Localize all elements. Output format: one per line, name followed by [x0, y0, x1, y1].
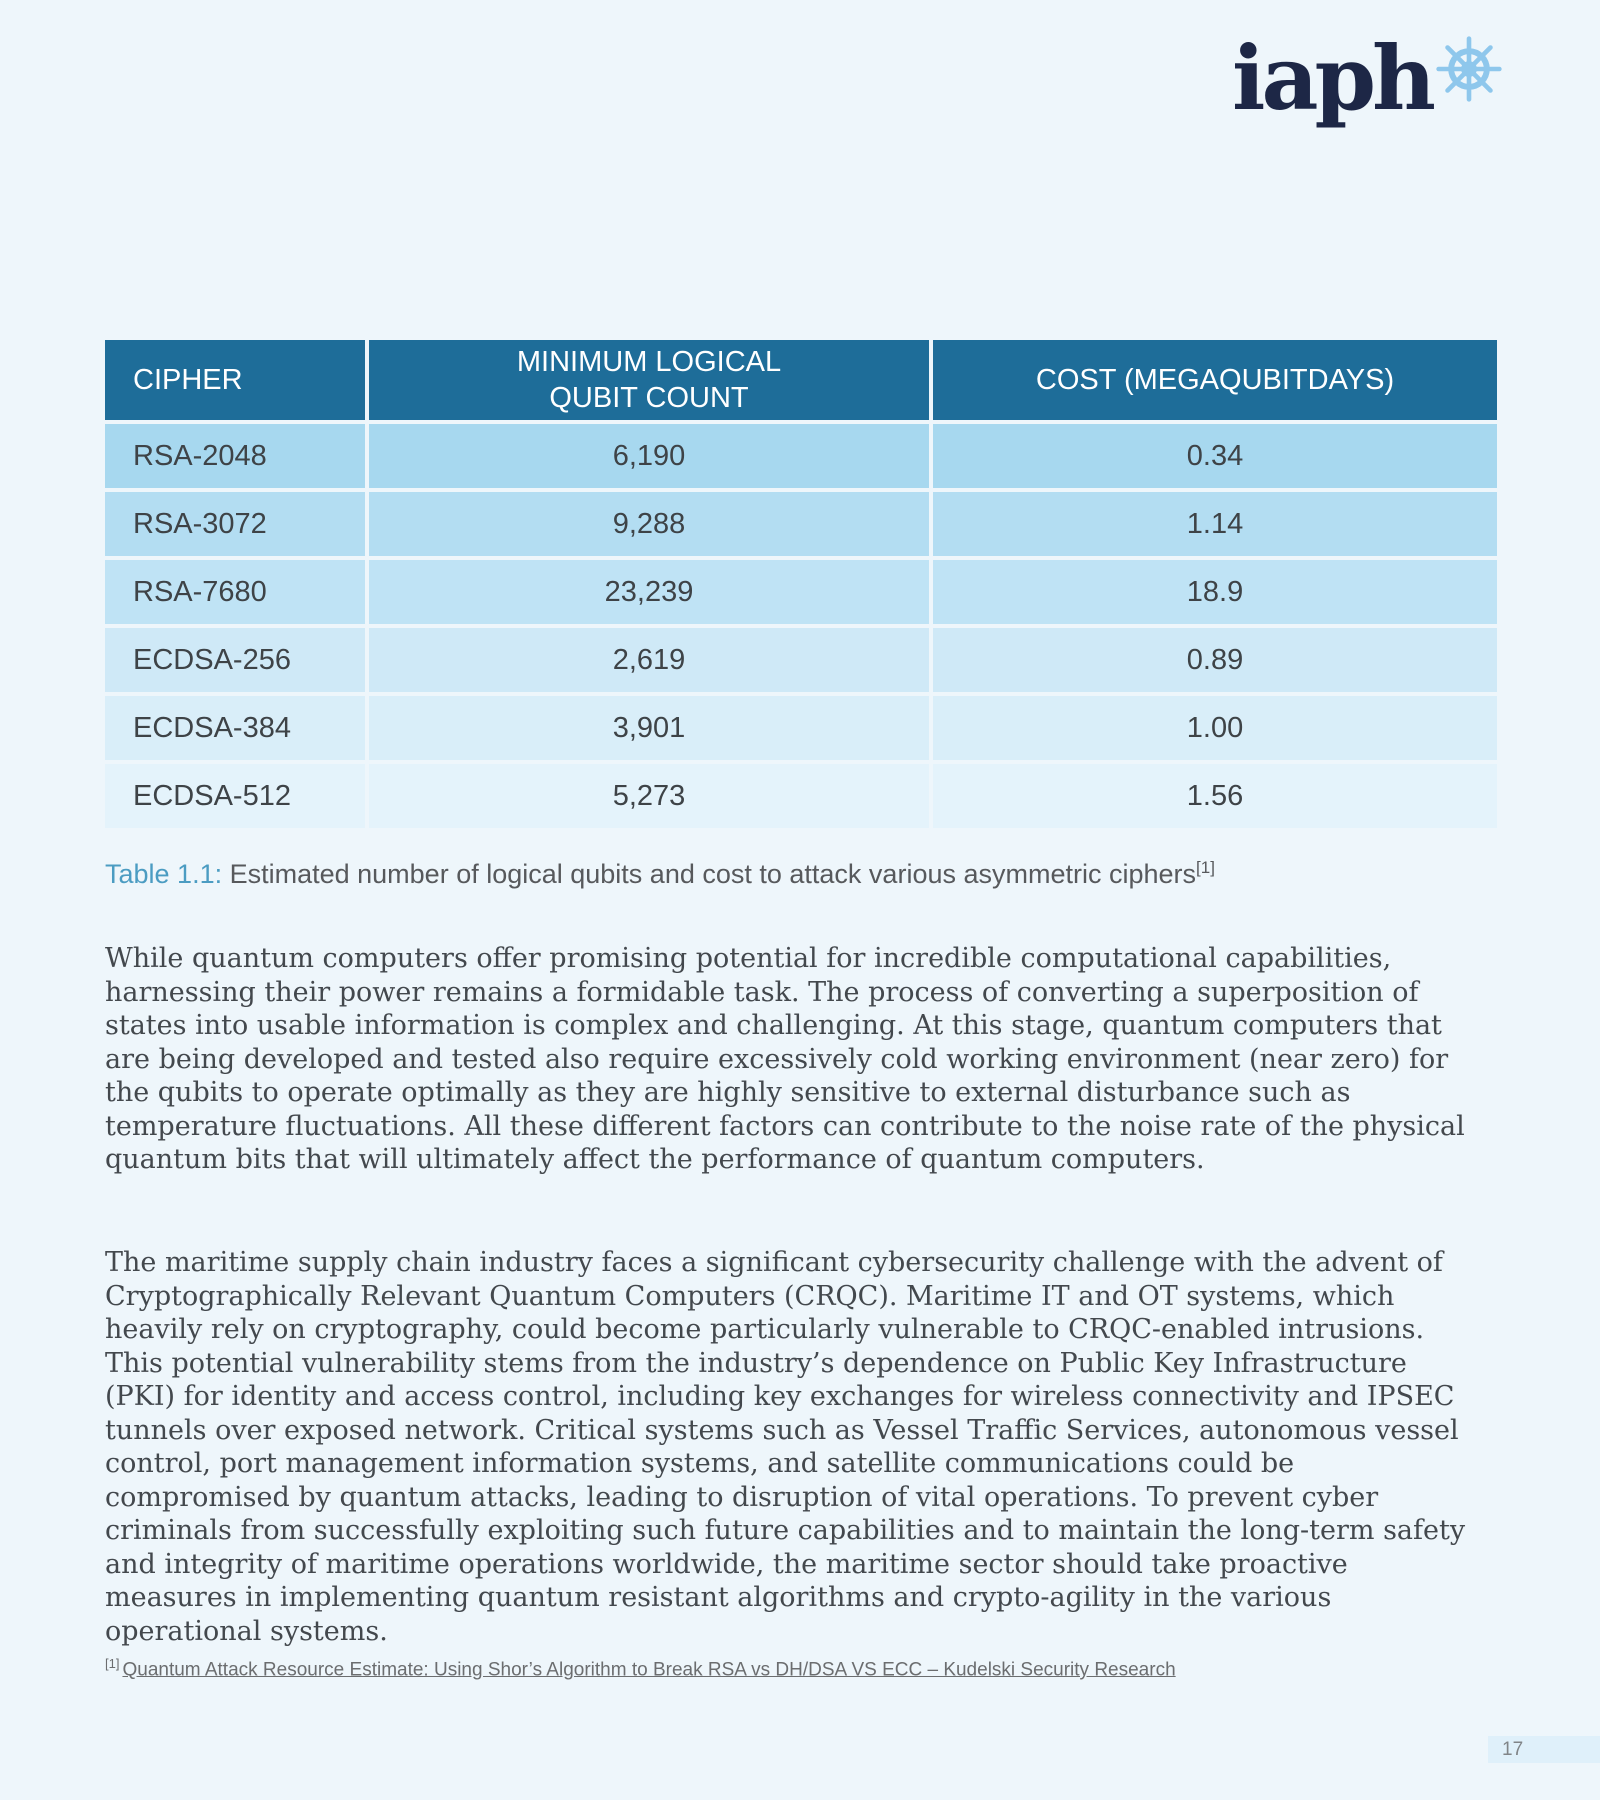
table-header-row: [105, 340, 1497, 420]
table-caption-text: Estimated number of logical qubits and cost to attack various asymmetric ciphers: [222, 859, 1197, 889]
body-paragraph-2: The maritime supply chain industry faces a significant cybersecurity challenge with the advent of Cryptographically Relevant Quantum Computers (CRQC). Maritime IT and OT systems, which heavily rely on cryptography, could become particularly vulnerable to CRQC-enabled intrusions. This potential vulnerability stems from the industry’s dependence on Public Key Infrastructure (PKI) for identity and access control, including key exchanges for wireless connectivity and IPSEC tunnels over exposed network. Critical systems such as Vessel Traffic Services, autonomous vessel control, port management information systems, and satellite communications could be compromised by quantum attacks, leading to disruption of vital operations. To prevent cyber criminals from successfully exploiting such future capabilities and to maintain the long-term safety and integrity of maritime operations worldwide, the maritime sector should take proactive measures in implementing quantum resistant algorithms and crypto-agility in the various operational systems.: [105, 1247, 1466, 1647]
cipher-cell: RSA-2048: [105, 424, 365, 488]
cipher-cell: RSA-3072: [105, 492, 365, 556]
footnote-link[interactable]: Quantum Attack Resource Estimate: Using Shor’s Algorithm to Break RSA vs DH/DSA VS ECC – Kudelski Security Research: [122, 1659, 1176, 1681]
column-header-cost: COST (MEGAQUBITDAYS): [933, 340, 1497, 420]
table-row: [105, 628, 1497, 692]
cipher-cost-table: [101, 336, 1501, 832]
cost-cell: 1.14: [933, 492, 1497, 556]
table-row: [105, 696, 1497, 760]
qubit-cell: 5,273: [369, 764, 929, 828]
table-row: [105, 424, 1497, 488]
column-header-qubit-count: MINIMUM LOGICAL QUBIT COUNT: [369, 340, 929, 420]
qubit-cell: 6,190: [369, 424, 929, 488]
column-header-cipher: CIPHER: [105, 340, 365, 420]
cost-cell: 0.89: [933, 628, 1497, 692]
cipher-cell: ECDSA-384: [105, 696, 365, 760]
footnote-reference: [1]: [1196, 858, 1215, 877]
ship-wheel-icon: [1436, 36, 1502, 107]
table-row: [105, 560, 1497, 624]
table-row: [105, 492, 1497, 556]
qubit-cell: 23,239: [369, 560, 929, 624]
qubit-cell: 3,901: [369, 696, 929, 760]
footnote: [105, 1656, 1505, 1681]
cost-cell: 1.00: [933, 696, 1497, 760]
table-row: [105, 764, 1497, 828]
qubit-cell: 9,288: [369, 492, 929, 556]
cipher-cell: RSA-7680: [105, 560, 365, 624]
footnote-ref-marker: [1]: [105, 1656, 120, 1671]
cipher-cell: ECDSA-512: [105, 764, 365, 828]
body-paragraph-1: While quantum computers offer promising potential for incredible computational capabilities, harnessing their power remains a formidable task. The process of converting a superposition of states into usable information is complex and challenging. At this stage, quantum computers that are being developed and tested also require excessively cold working environment (near zero) for the qubits to operate optimally as they are highly sensitive to external disturbance such as temperature fluctuations. All these different factors can contribute to the noise rate of the physical quantum bits that will ultimately affect the performance of quantum computers.: [105, 943, 1465, 1175]
logo-wordmark: iaph: [1232, 26, 1432, 130]
cost-cell: 1.56: [933, 764, 1497, 828]
cipher-cell: ECDSA-256: [105, 628, 365, 692]
page-number: 17: [1488, 1736, 1600, 1763]
qubit-cell: 2,619: [369, 628, 929, 692]
table-caption: [105, 858, 1505, 890]
cost-cell: 18.9: [933, 560, 1497, 624]
iaph-logo: [1232, 28, 1502, 128]
cost-cell: 0.34: [933, 424, 1497, 488]
table-caption-label: Table 1.1:: [105, 859, 223, 889]
